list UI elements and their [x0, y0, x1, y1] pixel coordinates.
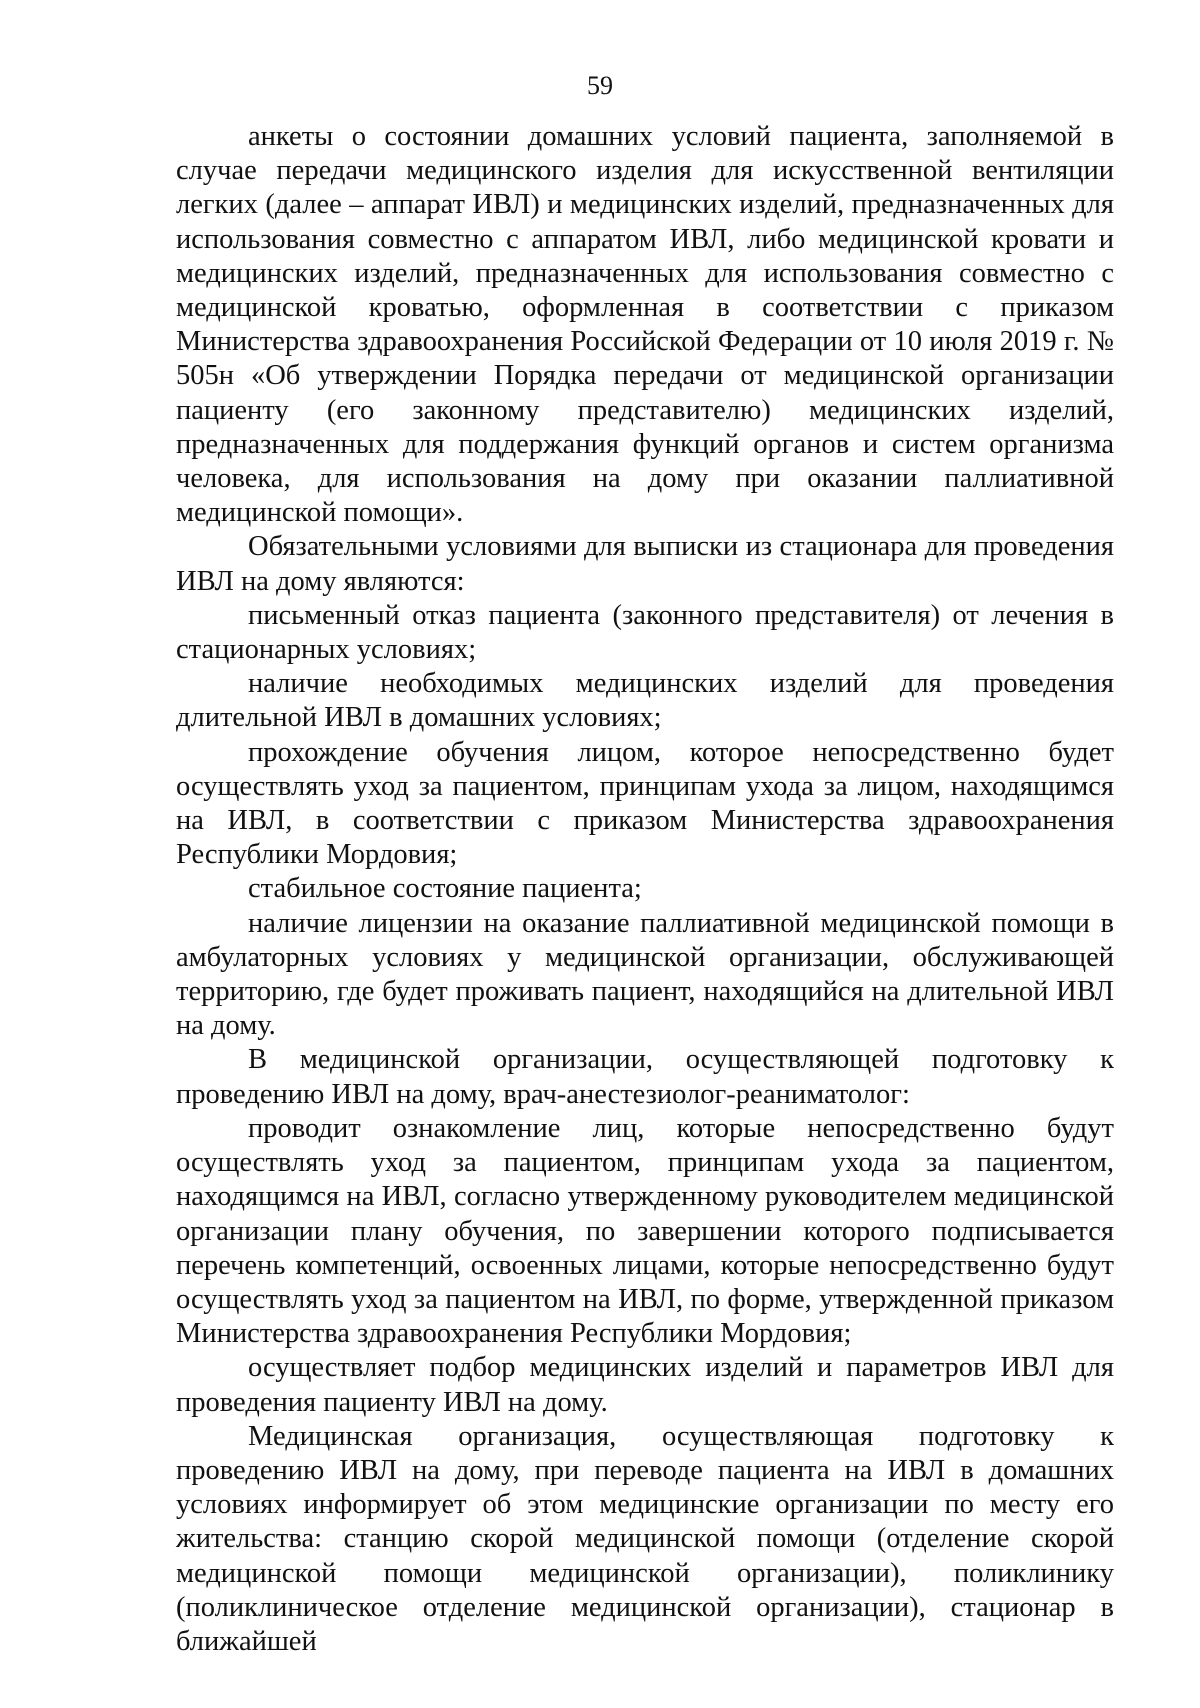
paragraph-informing-organizations: Медицинская организация, осуществляющая подготовку к проведению ИВЛ на дому, при переводе пациента на ИВЛ в домашних условиях информирует об этом медицинские организации по месту его жительства: станцию скорой медицинской помощи (отделение скорой медицинской помощи медицинской организации), поликлинику (поликлиническое отделение медицинской организации), стационар в ближайшей	[176, 1420, 1114, 1657]
paragraph-written-refusal: письменный отказ пациента (законного представителя) от лечения в стационарных условиях;	[176, 599, 1114, 666]
page-number: 59	[587, 71, 613, 100]
paragraph-caregiver-training: прохождение обучения лицом, которое непосредственно будет осуществлять уход за пациентом, принципам ухода за лицом, находящимся на ИВЛ, в соответствии с приказом Министерства здравоохранения Республики Мордовия;	[176, 736, 1114, 871]
paragraph-discharge-conditions: Обязательными условиями для выписки из стационара для проведения ИВЛ на дому являются:	[176, 531, 1114, 597]
document-body	[176, 120, 1114, 1659]
paragraph-questionnaire-order: анкеты о состоянии домашних условий пациента, заполняемой в случае передачи медицинского изделия для искусственной вентиляции легких (далее – аппарат ИВЛ) и медицинских изделий, предназначенных для использования совместно с аппаратом ИВЛ, либо медицинской кровати и медицинских изделий, предназначенных для использования совместно с медицинской кроватью, оформленная в соответствии с приказом Министерства здравоохранения Российской Федерации от 10 июля 2019 г. № 505н «Об утверждении Порядка передачи от медицинской организации пациенту (его законному представителю) медицинских изделий, предназначенных для поддержания функций органов и систем организма человека, для использования на дому при оказании паллиативной медицинской помощи».	[176, 121, 1114, 529]
paragraph-license: наличие лицензии на оказание паллиативной медицинской помощи в амбулаторных условиях у медицинской организации, обслуживающей территорию, где будет проживать пациент, находящийся на длительной ИВЛ на дому.	[176, 907, 1114, 1042]
paragraph-stable-condition: стабильное состояние пациента;	[248, 873, 642, 905]
paragraph-medical-devices: наличие необходимых медицинских изделий для проведения длительной ИВЛ в домашних условиях;	[176, 668, 1114, 734]
paragraph-anesthesiologist: В медицинской организации, осуществляющей подготовку к проведению ИВЛ на дому, врач-анестезиолог-реаниматолог:	[176, 1044, 1114, 1110]
paragraph-device-selection: осуществляет подбор медицинских изделий и параметров ИВЛ для проведения пациенту ИВЛ на дому.	[176, 1352, 1114, 1418]
paragraph-familiarization: проводит ознакомление лиц, которые непосредственно будут осуществлять уход за пациентом, принципам ухода за пациентом, находящимся на ИВЛ, согласно утвержденному руководителем медицинской организации плану обучения, по завершении которого подписывается перечень компетенций, освоенных лицами, которые непосредственно будут осуществлять уход за пациентом на ИВЛ, по форме, утвержденной приказом Министерства здравоохранения Республики Мордовия;	[176, 1112, 1114, 1350]
